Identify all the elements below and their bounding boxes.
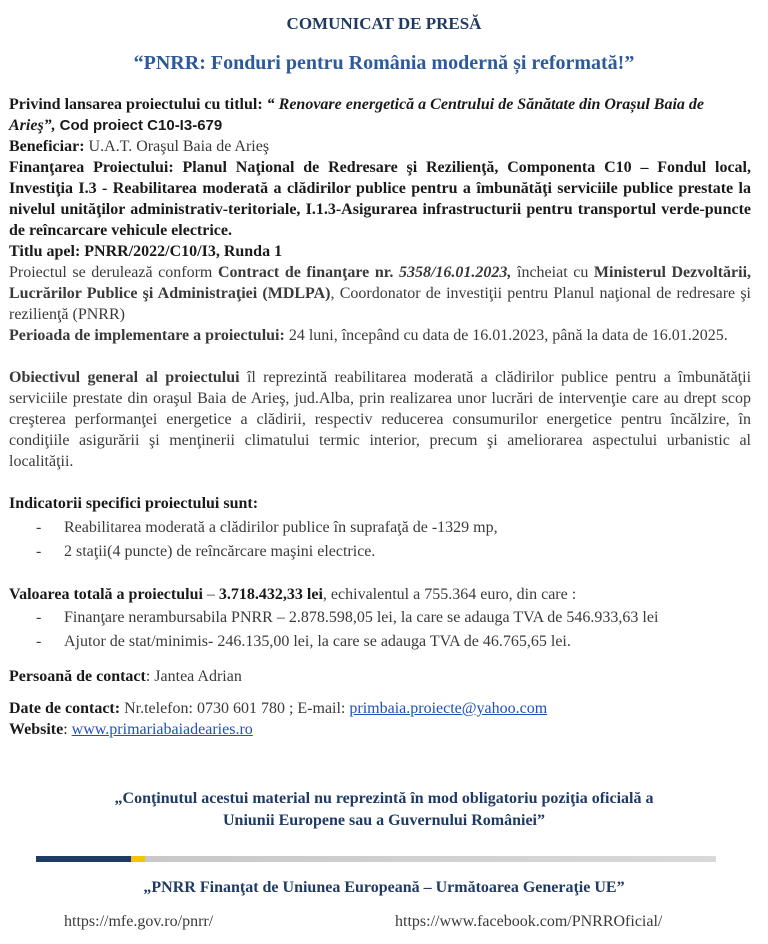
total-value-amount: 3.718.432,33 lei xyxy=(218,586,323,603)
value-item: - Finanţare nerambursabila PNRR – 2.878.598,05 lei, la care se adauga TVA de 546.933,63 lei xyxy=(36,609,659,626)
launch-lead: Privind lansarea proiectului cu titlul: xyxy=(9,96,263,113)
email-link[interactable]: primbaia.proiecte@yahoo.com xyxy=(349,700,548,717)
beneficiary-line xyxy=(9,136,751,157)
project-code: Cod proiect C10-I3-679 xyxy=(59,117,223,134)
contract-paragraph xyxy=(9,262,751,325)
website-link[interactable]: www.primariabaiadearies.ro xyxy=(71,721,253,738)
financing-paragraph: Finanţarea Proiectului: Planul Naţional de Redresare şi Rezilienţă, Componenta C10 – Fondul local, Investiţia I.3 - Reabilitarea moderată a clădirilor publice pentru a îmbunătăţi serviciile publice prestate la nivelul unităţilor administrativ-teritoriale, I.1.3-Asigurarea infrastructurii pentru transportul verde-puncte de reîncarcare vehicule electrice. xyxy=(9,159,751,239)
launch-title: “ Renovare energetică a Centrului de Sănătate din Orașul Baia de Arieş”, xyxy=(9,96,704,134)
total-value-equiv: , echivalentul a 755.364 euro, din care : xyxy=(322,586,577,603)
disclaimer: „Conţinutul acestui material nu reprezintă în mod obligatoriu poziţia oficială a Uniunii Europene sau a Guvernului României” xyxy=(114,790,654,829)
footer-tagline: „PNRR Finanţat de Uniunea Europeană – Următoarea Generaţie UE” xyxy=(143,879,625,896)
value-item: - Ajutor de stat/minimis- 246.135,00 lei, la care se adauga TVA de 46.765,65 lei. xyxy=(36,633,571,650)
period-paragraph xyxy=(9,325,751,346)
slogan: “PNRR: Fonduri pentru România modernă și reformată!” xyxy=(133,52,635,74)
value-item-text: Finanţare nerambursabila PNRR – 2.878.598,05 lei, la care se adauga TVA de 546.933,63 lei xyxy=(64,609,659,626)
contact-details-line xyxy=(9,698,751,719)
website-label: Website xyxy=(9,721,64,738)
total-value-dash: – xyxy=(202,586,219,603)
period-label: Perioada de implementare a proiectului: xyxy=(9,327,285,344)
objective-value: îl reprezintă reabilitarea moderată a clădirilor publice pentru a îmbunătăţii serviciile prestate din oraşul Baia de Arieş, jud.Alba, prin realizarea unor lucrări de intervenţie care au drept scop creşterea performanţei energetice a clădirii, respectiv reducerea consumurilor energetice pentru încălzire, în condiţiile asigurării şi menţinerii climatului termic interior, precum şi ameliorarea aspectului urbanistic al localităţii. xyxy=(9,369,752,470)
footer-link-facebook[interactable]: https://www.facebook.com/PNRROficial/ xyxy=(395,913,663,930)
indicator-text: 2 staţii(4 puncte) de reîncărcare maşini electrice. xyxy=(64,543,376,560)
contact-person-label: Persoană de contact xyxy=(9,668,146,685)
contact-details-value: Nr.telefon: 0730 601 780 ; E-mail: xyxy=(120,700,350,717)
project-title-block xyxy=(9,94,751,136)
website-colon: : xyxy=(63,721,72,738)
page-title: COMUNICAT DE PRESĂ xyxy=(286,14,482,33)
total-value-line xyxy=(9,584,751,605)
indicator-item: - 2 staţii(4 puncte) de reîncărcare maşini electrice. xyxy=(36,543,376,560)
indicator-text: Reabilitarea moderată a clădirilor publice în suprafaţă de -1329 mp, xyxy=(64,519,498,536)
beneficiary-value: U.A.T. Oraşul Baia de Arieş xyxy=(88,138,270,155)
total-value-label: Valoarea totală a proiectului xyxy=(9,586,203,603)
contract-label: Contract de finanţare nr. xyxy=(217,264,399,281)
contract-post: , Coordonator de investiţii pentru Planul naţional de redresare şi rezilienţă (PNRR) xyxy=(9,285,752,323)
period-value: 24 luni, începând cu data de 16.01.2023, până la data de 16.01.2025. xyxy=(284,327,728,344)
call-title: Titlu apel: PNRR/2022/C10/I3, Runda 1 xyxy=(9,243,283,260)
objective-label: Obiectivul general al proiectului xyxy=(9,369,240,386)
contract-mid: încheiat cu xyxy=(511,264,594,281)
beneficiary-label: Beneficiar: xyxy=(9,138,85,155)
website-line xyxy=(9,719,751,740)
contact-person-value: : Jantea Adrian xyxy=(145,668,242,685)
indicator-item: - Reabilitarea moderată a clădirilor publice în suprafaţă de -1329 mp, xyxy=(36,519,498,536)
indicators-heading: Indicatorii specifici proiectului sunt: xyxy=(9,495,259,512)
ministry-name: Ministerul Dezvoltării, Lucrărilor Publice şi Administraţiei (MDLPA) xyxy=(9,264,752,302)
footer-link-mfe[interactable]: https://mfe.gov.ro/pnrr/ xyxy=(64,913,214,930)
contract-number: 5358/16.01.2023, xyxy=(398,264,512,281)
value-item-text: Ajutor de stat/minimis- 246.135,00 lei, la care se adauga TVA de 46.765,65 lei. xyxy=(64,633,571,650)
footer-divider xyxy=(36,856,716,862)
contract-pre: Proiectul se derulează conform xyxy=(9,264,218,281)
objective-paragraph xyxy=(9,367,751,472)
contact-details-label: Date de contact: xyxy=(9,700,121,717)
contact-person-line xyxy=(9,666,751,687)
